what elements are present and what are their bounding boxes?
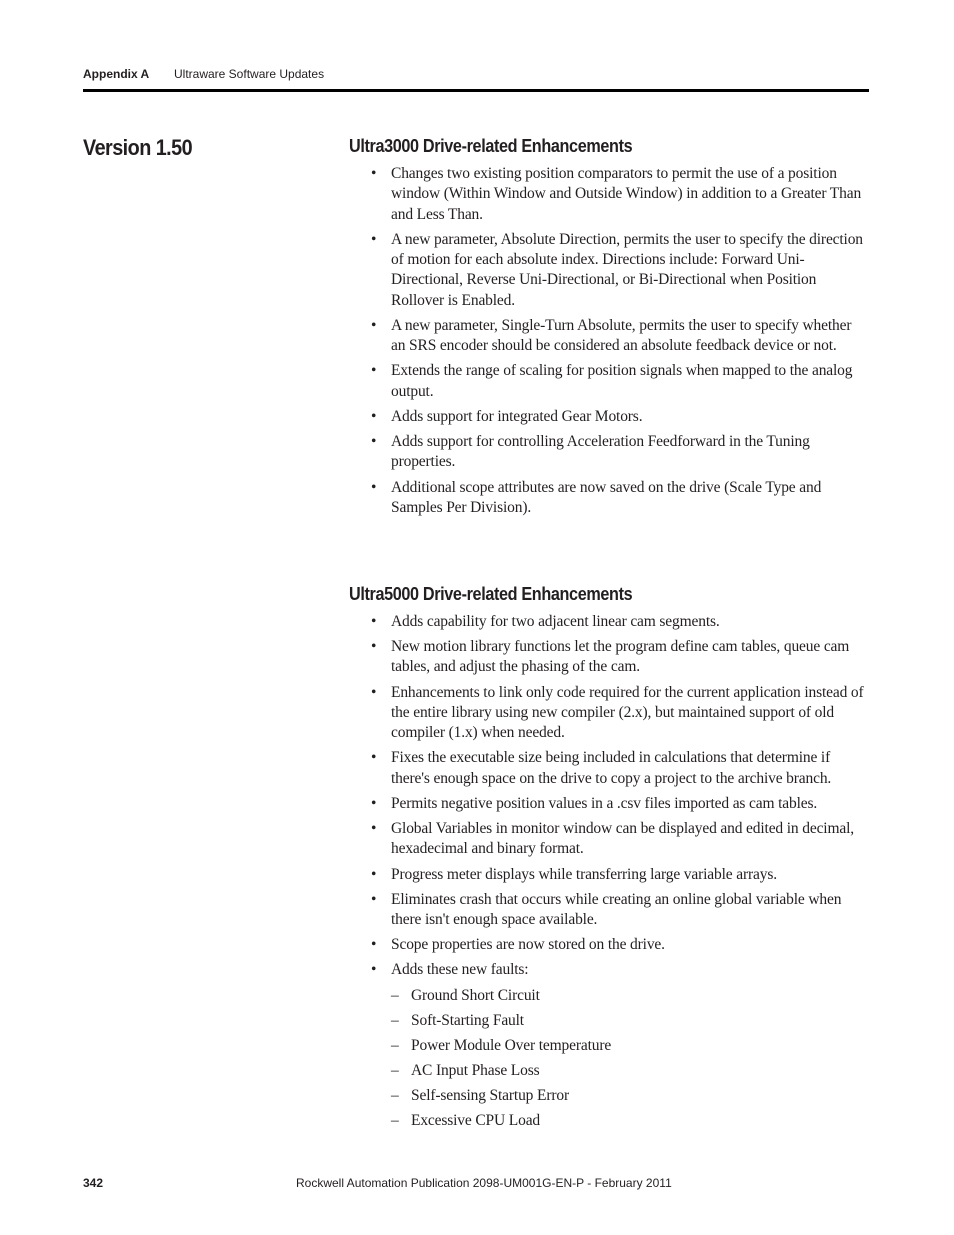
fault-list <box>391 986 869 1131</box>
list-item: • Adds support for controlling Acceleration Feedforward in the Tuning properties. <box>349 432 869 473</box>
fault-item: – Power Module Over temperature <box>391 1036 869 1056</box>
enhancement-list <box>349 164 869 518</box>
list-item: • Adds capability for two adjacent linear cam segments. <box>349 612 869 632</box>
list-item: • Extends the range of scaling for position signals when mapped to the analog output. <box>349 361 869 402</box>
appendix-label: Appendix A <box>83 67 150 81</box>
enhancement-list <box>349 612 869 1131</box>
fault-item: – Soft-Starting Fault <box>391 1011 869 1031</box>
section-heading: Ultra5000 Drive-related Enhancements <box>349 584 633 604</box>
list-item <box>349 960 869 1130</box>
list-item: • Fixes the executable size being included in calculations that determine if there's enough space on the drive to copy a project to the archive branch. <box>349 748 869 789</box>
list-item: • Enhancements to link only code required for the current application instead of the entire library using new compiler (2.x), but maintained support of old compiler (1.x) when needed. <box>349 683 869 744</box>
list-item: • Scope properties are now stored on the drive. <box>349 935 869 955</box>
section-heading: Ultra3000 Drive-related Enhancements <box>349 136 633 156</box>
list-item-text: Adds these new faults: <box>391 961 529 979</box>
list-item: • A new parameter, Absolute Direction, permits the user to specify the direction of motion for each absolute index. Directions include: Forward Uni-Directional, Reverse Uni-Directional, or Bi-Directional when Position Rollover is Enabled. <box>349 230 869 311</box>
list-item: • New motion library functions let the program define cam tables, queue cam tables, and adjust the phasing of the cam. <box>349 637 869 678</box>
list-item: • Progress meter displays while transferring large variable arrays. <box>349 865 869 885</box>
list-item: • A new parameter, Single-Turn Absolute, permits the user to specify whether an SRS encoder should be considered an absolute feedback device or not. <box>349 316 869 357</box>
list-item: • Additional scope attributes are now saved on the drive (Scale Type and Samples Per Division). <box>349 478 869 519</box>
fault-item: – Excessive CPU Load <box>391 1111 869 1131</box>
header-divider <box>83 89 869 92</box>
list-item: • Adds support for integrated Gear Motors. <box>349 407 869 427</box>
list-item: • Global Variables in monitor window can be displayed and edited in decimal, hexadecimal and binary format. <box>349 819 869 860</box>
fault-item: – Self-sensing Startup Error <box>391 1086 869 1106</box>
version-title: Version 1.50 <box>83 135 193 160</box>
page-header <box>83 66 869 82</box>
list-item: • Changes two existing position comparators to permit the use of a position window (Within Window and Outside Window) in addition to a Greater Than and Less Than. <box>349 164 869 225</box>
fault-item: – AC Input Phase Loss <box>391 1061 869 1081</box>
ultra3000-section <box>349 134 869 523</box>
chapter-title: Ultraware Software Updates <box>174 67 325 81</box>
list-item: • Permits negative position values in a .csv files imported as cam tables. <box>349 794 869 814</box>
list-item: • Eliminates crash that occurs while creating an online global variable when there isn't enough space available. <box>349 890 869 931</box>
fault-item: – Ground Short Circuit <box>391 986 869 1006</box>
ultra5000-section <box>349 582 869 1136</box>
page-number: 342 <box>83 1176 104 1190</box>
publication-info: Rockwell Automation Publication 2098-UM001G-EN-P - February 2011 <box>296 1176 672 1190</box>
